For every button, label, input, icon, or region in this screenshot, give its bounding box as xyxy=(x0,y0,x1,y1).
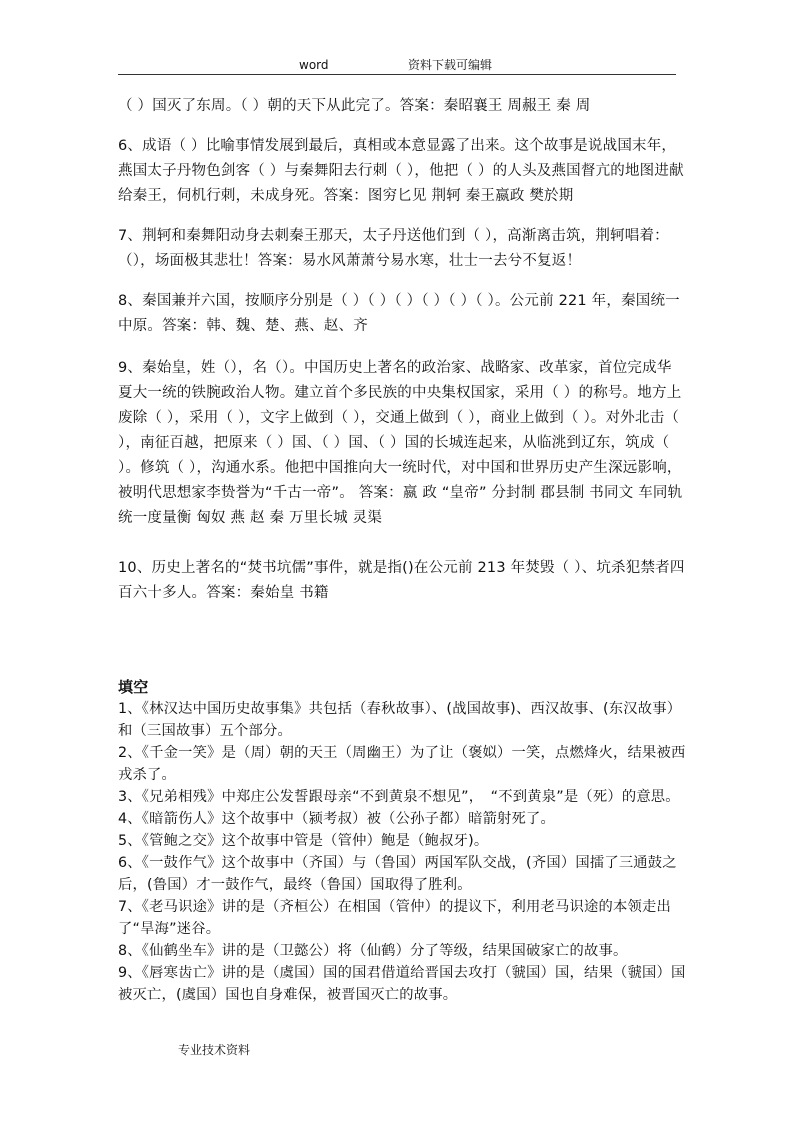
fill-item-9: 9、《唇寒齿亡》讲的是（虞国）国的国君借道给晋国去攻打（虢国）国，结果（虢国）国被灭亡，(虞国）国也自身难保，被晋国灭亡的故事。 xyxy=(118,965,686,1003)
document-body xyxy=(118,94,686,1006)
question-7: 7、荆轲和秦舞阳动身去刺秦王那天，太子丹送他们到（ ），高渐离击筑，荆轲唱着：（），场面极其悲壮！答案：易水风萧萧兮易水寒，壮士一去兮不复返！ xyxy=(118,228,669,269)
question-8: 8、秦国兼并六国，按顺序分别是（ ）（ ）（ ）（ ）（ ）（ ）。公元前 221 年，秦国统一中原。答案：韩、魏、楚、燕、赵、齐 xyxy=(118,293,680,334)
fill-section-title: 填空 xyxy=(118,678,149,696)
fill-item-3: 3、《兄弟相残》中郑庄公发誓跟母亲“不到黄泉不想见”， “不到黄泉”是（死）的意思。 xyxy=(118,789,680,805)
fill-item-4: 4、《暗箭伤人》这个故事中（颍考叔）被（公孙子都）暗箭射死了。 xyxy=(118,811,556,827)
fill-list xyxy=(118,698,686,1006)
header-left-text: word xyxy=(299,58,329,72)
fill-item-6: 6、《一鼓作气》这个故事中（齐国）与（鲁国）两国军队交战，(齐国）国擂了三通鼓之后，(鲁国）才一鼓作气，最终（鲁国）国取得了胜利。 xyxy=(118,855,677,893)
fill-item-5: 5、《管鲍之交》这个故事中管是（管仲）鲍是（鲍叔牙)。 xyxy=(118,833,489,849)
header-right-text: 资料下载可编辑 xyxy=(408,58,493,72)
question-10: 10、历史上著名的“焚书坑儒”事件，就是指()在公元前 213 年焚毁（ ）、坑杀犯禁者四百六十多人。答案：秦始皇 书籍 xyxy=(118,560,685,601)
fill-item-2: 2、《千金一笑》是（周）朝的天王（周幽王）为了让（褒姒）一笑，点燃烽火，结果被西戎杀了。 xyxy=(118,745,686,783)
fill-item-8: 8、《仙鹤坐车》讲的是（卫懿公）将（仙鹤）分了等级，结果国破家亡的故事。 xyxy=(118,943,628,959)
question-6: 6、成语（ ）比喻事情发展到最后，真相或本意显露了出来。这个故事是说战国末年，燕国太子丹物色剑客（ ）与秦舞阳去行刺（ ），他把（ ）的人头及燕国督亢的地图进献给秦王，伺机行刺，未成身死。答案：图穷匕见 荆轲 秦王嬴政 樊於期 xyxy=(118,138,684,204)
section-spacer xyxy=(118,621,686,676)
question-5-tail: （ ）国灭了东周。（ ）朝的天下从此完了。答案：秦昭襄王 周赧王 秦 周 xyxy=(118,98,591,114)
fill-item-1: 1、《林汉达中国历史故事集》共包括（春秋故事）、(战国故事)、西汉故事、(东汉故事）和（三国故事）五个部分。 xyxy=(118,701,682,739)
page-footer: 专业技术资料 xyxy=(178,1043,251,1057)
question-9: 9、秦始皇，姓（），名（）。中国历史上著名的政治家、战略家、改革家，首位完成华夏大一统的铁腕政治人物。建立首个多民族的中央集权国家，采用（ ）的称号。地方上废除（ ），采用（ ），文字上做到（ ），交通上做到（ ），商业上做到（ ）。对外北击（ ），南征百越，把原来（ ）国、（ ）国、（ ）国的长城连起来，从临洮到辽东，筑成（ ）。修筑（ ），沟通水系。他把中国推向大一统时代，对中国和世界历史产生深远影响，被明代思想家李贽誉为“千古一帝”。 答案：嬴 政 “皇帝” 分封制 郡县制 书同文 车同轨 统一度量衡 匈奴 燕 赵 秦 万里长城 灵渠 xyxy=(118,360,683,526)
page-header xyxy=(118,57,676,75)
fill-item-7: 7、《老马识途》讲的是（齐桓公）在相国（管仲）的提议下，利用老马识途的本领走出了“旱海”迷谷。 xyxy=(118,899,672,937)
